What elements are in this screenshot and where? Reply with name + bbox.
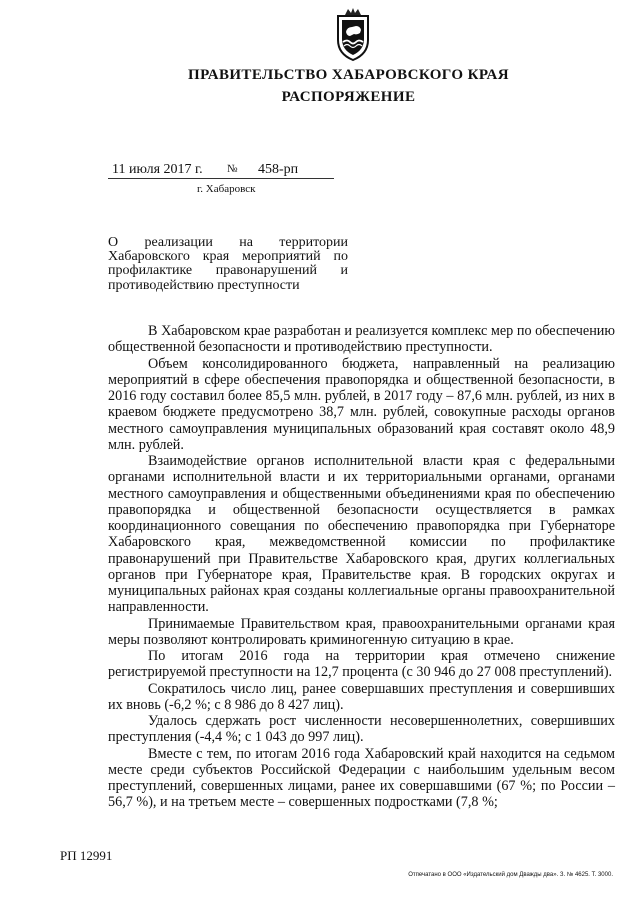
date-underline xyxy=(108,178,334,179)
document-body xyxy=(108,323,615,811)
number-label: № xyxy=(227,163,238,175)
coat-of-arms-icon xyxy=(330,6,376,62)
body-paragraph: Взаимодействие органов исполнительной власти края с федеральными органами исполнительной власти и их территориальными органами, органами местного самоуправления и общественными объединениями края по обеспечению правопорядка и общественной безопасности осуществляется в рамках координационного совещания по обеспечению правопорядка при Губернаторе Хабаровского края, межведомственной комиссии по профилактике правонарушений при Правительстве Хабаровского края, других коллегиальных органов при Губернаторе края, Правительстве края. В городских округах и муниципальных районах края созданы коллегиальные органы правоохранительной направленности. xyxy=(108,453,615,616)
city: г. Хабаровск xyxy=(197,183,256,195)
body-paragraph: Принимаемые Правительством края, правоохранительными органами края меры позволяют контролировать криминогенную ситуацию в крае. xyxy=(108,615,615,648)
body-paragraph: Удалось сдержать рост численности несовершеннолетних, совершивших преступления (-4,4 %; с 1 043 до 997 лиц). xyxy=(108,713,615,746)
body-paragraph: Сократилось число лиц, ранее совершавших преступления и совершивших их вновь (-6,2 %; с 8 986 до 8 427 лиц). xyxy=(108,680,615,713)
organization-title: ПРАВИТЕЛЬСТВО ХАБАРОВСКОГО КРАЯ xyxy=(188,67,509,83)
body-paragraph: По итогам 2016 года на территории края отмечено снижение регистрируемой преступности на 12,7 процента (с 30 946 до 27 008 преступлений). xyxy=(108,648,615,681)
document-type: РАСПОРЯЖЕНИЕ xyxy=(281,89,416,105)
document-date: 11 июля 2017 г. xyxy=(112,162,203,177)
document-subject: О реализации на территории Хабаровского края мероприятий по профилактике правонарушений и противодействию преступности xyxy=(108,235,348,293)
printer-imprint: Отпечатано в ООО «Издательский дом Дважды два». З. № 4625. Т. 3000. xyxy=(408,872,613,878)
footer-code: РП 12991 xyxy=(60,848,113,863)
body-paragraph: Объем консолидированного бюджета, направленный на реализацию мероприятий в сфере обеспечения правопорядка и общественной безопасности, в 2016 году составил более 85,5 млн. рублей, в 2017 году – 87,6 млн. рублей, из них в краевом бюджете предусмотрено 38,7 млн. рублей, совокупные расходы органов местного самоуправления муниципальных образований края составят около 48,9 млн. рублей. xyxy=(108,355,615,453)
body-paragraph: Вместе с тем, по итогам 2016 года Хабаровский край находится на седьмом месте среди субъектов Российской Федерации с наибольшим удельным весом преступлений, совершенных лицами, ранее их совершавшими (67 %; по России – 56,7 %), и на третьем месте – совершенных подростками (7,8 %; xyxy=(108,745,615,811)
document-number: 458-рп xyxy=(258,162,299,177)
body-paragraph: В Хабаровском крае разработан и реализуется комплекс мер по обеспечению общественной безопасности и противодействию преступности. xyxy=(108,323,615,356)
